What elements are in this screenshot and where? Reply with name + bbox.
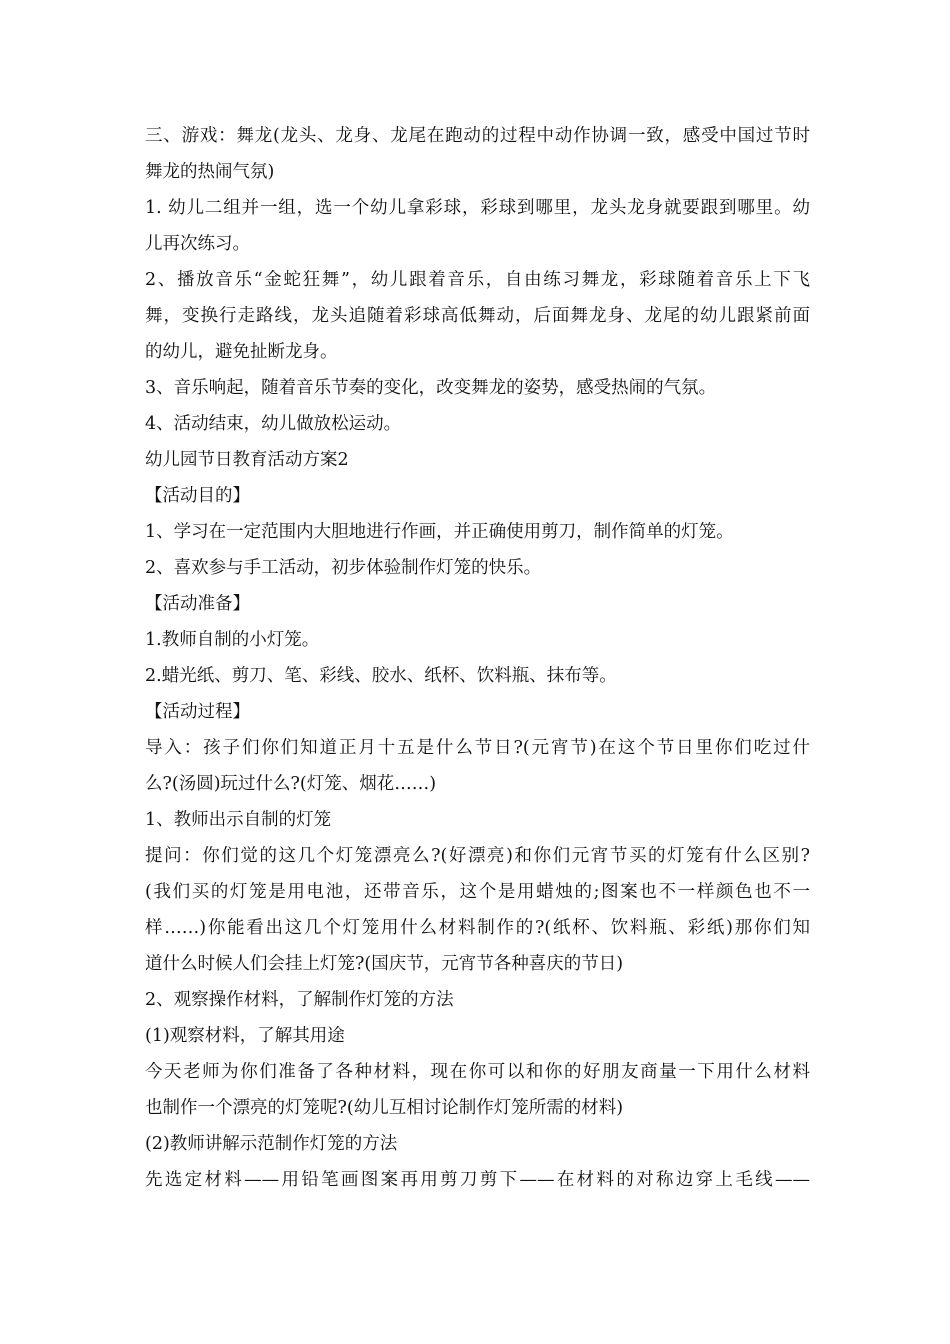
- text-line: 提问：你们觉的这几个灯笼漂亮么?(好漂亮)和你们元宵节买的灯笼有什么区别?: [145, 846, 810, 866]
- text-line: 也制作一个漂亮的灯笼呢?(幼儿互相讨论制作灯笼所需的材料): [145, 1098, 624, 1118]
- text-line: 么?(汤圆)玩过什么?(灯笼、烟花……): [145, 774, 437, 794]
- text-line: 舞龙的热闹气氛): [145, 162, 275, 182]
- text-line: 【活动准备】: [145, 594, 250, 614]
- text-line: 4、活动结束，幼儿做放松运动。: [145, 414, 402, 434]
- text-line: 【活动过程】: [145, 702, 250, 722]
- text-line: 儿再次练习。: [145, 234, 250, 254]
- text-line: 的幼儿，避免扯断龙身。: [145, 342, 338, 362]
- text-line: 幼儿园节日教育活动方案2: [145, 450, 349, 470]
- text-line: 样……)你能看出这几个灯笼用什么材料制作的?(纸杯、饮料瓶、彩纸)那你们知: [145, 918, 810, 938]
- text-line: (2)教师讲解示范制作灯笼的方法: [145, 1134, 398, 1154]
- text-line: (我们买的灯笼是用电池，还带音乐，这个是用蜡烛的;图案也不一样颜色也不一: [145, 882, 810, 902]
- text-line: 【活动目的】: [145, 486, 250, 506]
- text-line: 今天老师为你们准备了各种材料，现在你可以和你的好朋友商量一下用什么材料: [145, 1062, 810, 1082]
- text-line: 1.教师自制的小灯笼。: [145, 630, 320, 650]
- text-line: 道什么时候人们会挂上灯笼?(国庆节，元宵节各种喜庆的节日): [145, 954, 624, 974]
- text-line: 先选定材料——用铅笔画图案再用剪刀剪下——在材料的对称边穿上毛线——: [145, 1170, 810, 1190]
- text-line: 2、观察操作材料，了解制作灯笼的方法: [145, 990, 454, 1010]
- text-line: 1、教师出示自制的灯笼: [145, 810, 332, 830]
- text-line: 3、音乐响起，随着音乐节奏的变化，改变舞龙的姿势，感受热闹的气氛。: [145, 378, 717, 398]
- text-line: 三、游戏：舞龙(龙头、龙身、龙尾在跑动的过程中动作协调一致，感受中国过节时: [145, 126, 810, 146]
- text-line: 2、喜欢参与手工活动，初步体验制作灯笼的快乐。: [145, 558, 542, 578]
- text-line: 2.蜡光纸、剪刀、笔、彩线、胶水、纸杯、饮料瓶、抹布等。: [145, 666, 617, 686]
- document-body: [145, 118, 810, 1198]
- text-line: 导入：孩子们你们知道正月十五是什么节日?(元宵节)在这个节日里你们吃过什: [145, 738, 810, 758]
- text-line: 1、学习在一定范围内大胆地进行作画，并正确使用剪刀，制作简单的灯笼。: [145, 522, 734, 542]
- text-line: 1. 幼儿二组并一组，选一个幼儿拿彩球，彩球到哪里，龙头龙身就要跟到哪里。幼: [145, 198, 810, 218]
- text-line: (1)观察材料，了解其用途: [145, 1026, 345, 1046]
- text-line: 2、播放音乐“金蛇狂舞”，幼儿跟着音乐，自由练习舞龙，彩球随着音乐上下飞: [145, 270, 810, 290]
- text-line: 舞，变换行走路线，龙头追随着彩球高低舞动，后面舞龙身、龙尾的幼儿跟紧前面: [145, 306, 810, 326]
